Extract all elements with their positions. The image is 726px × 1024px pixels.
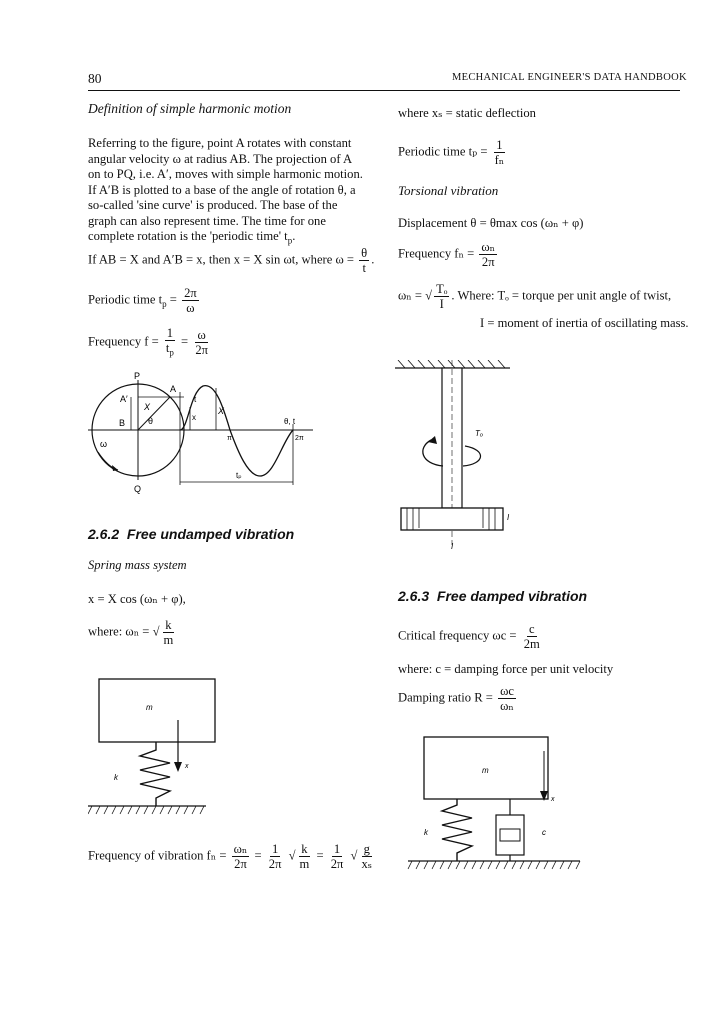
critical-frequency-eq: Critical frequency ωc = $\frac{c}{2m}$: [398, 622, 540, 651]
label-I1: I: [507, 513, 510, 522]
twist-arrow-left: [428, 436, 437, 444]
para-line: so-called 'sine curve' is produced. The base of the: [88, 198, 338, 212]
section-263-heading: 2.6.3 Free damped vibration: [398, 588, 588, 604]
omega-n-torsional: ωₙ = √ $\frac{\text{Tₒ}}{I}$ . Where: Tₒ = torque per unit angle of twist,: [398, 282, 672, 311]
if-equation: If AB = X and A′B = x, then x = X sin ωt, where ω = $\frac{\theta}{t}$ .: [88, 246, 375, 275]
label-m: m: [482, 766, 489, 775]
label-theta-t: θ, t: [284, 417, 296, 426]
para-line: angular velocity ω at radius AB. The projection of A: [88, 151, 353, 166]
sine-curve: [180, 386, 293, 476]
spring: [140, 742, 170, 806]
mass-block: [99, 679, 215, 742]
page-number: 80: [88, 71, 102, 86]
torsional-displacement: Displacement θ = θmax cos (ωₙ + φ): [398, 216, 584, 230]
label-theta: θ: [148, 416, 154, 426]
header-rule: [88, 90, 680, 91]
omega-arrow: [112, 465, 118, 471]
definition-heading: Definition of simple harmonic motion: [88, 101, 292, 116]
torsional-figure: [395, 360, 535, 555]
label-q: Q: [134, 484, 142, 494]
torsional-heading: Torsional vibration: [398, 183, 499, 198]
label-X: X: [144, 402, 151, 412]
sine-curve-figure: [88, 372, 320, 502]
label-tp: tₚ: [236, 471, 242, 480]
label-pi: π: [227, 435, 232, 442]
damped-system-figure: [400, 735, 590, 875]
para-line: graph can also represent time. The time for one: [88, 213, 326, 228]
label-m: m: [146, 703, 153, 712]
damping-ratio-eq: Damping ratio R = $\frac{\omega c}{\text{ωₙ}}$: [398, 684, 514, 713]
damping-force-note: where: c = damping force per unit velocity: [398, 662, 614, 676]
label-2pi: 2π: [295, 435, 304, 442]
moment-of-inertia-note: I = moment of inertia of oscillating mass.: [480, 316, 689, 330]
torsional-frequency: Frequency fₙ = $\frac{\text{ωₙ}}{2\pi}$: [398, 240, 496, 269]
omega-n-eq: where: ωₙ = √ $\frac{k}{m}$: [88, 618, 174, 647]
label-x: x: [185, 763, 189, 770]
label-omega: ω: [100, 439, 108, 449]
label-X2: X: [218, 406, 225, 416]
para-line: on to PQ, i.e. A′, moves with simple harmonic motion.: [88, 167, 363, 181]
frequency-of-vibration-eq: Frequency of vibration fₙ = $\frac{\text{ωₙ}}{2\pi}$ = $\frac{1}{2\pi}$ √ $\frac{k}{m}$ = $\frac{1}{2\pi}$ √ $\frac{g}{\text{xₛ}}$: [88, 842, 372, 871]
x-arrow: [174, 762, 182, 772]
radius-ab: [138, 397, 170, 430]
spring: [442, 799, 472, 861]
definition-paragraph: [88, 136, 378, 249]
label-k: k: [114, 773, 118, 782]
label-x: x: [551, 796, 555, 803]
spring-mass-figure: [88, 668, 268, 828]
section-262-heading: 2.6.2 Free undamped vibration: [88, 526, 295, 542]
label-c: c: [542, 828, 546, 837]
label-a: A: [170, 384, 177, 394]
spring-mass-heading: Spring mass system: [88, 558, 187, 572]
label-k: k: [424, 828, 428, 837]
label-b: B: [119, 418, 126, 428]
disc: [401, 508, 503, 530]
running-title: MECHANICAL ENGINEER'S DATA HANDBOOK: [452, 72, 687, 83]
label-I2: I: [451, 542, 454, 551]
label-x: x: [192, 413, 196, 422]
frequency-eq: Frequency f = $\frac{1}{t_p}$ = $\frac{\omega}{2\pi}$: [88, 326, 208, 358]
label-p: P: [134, 372, 141, 381]
label-To: Tₒ: [475, 429, 484, 438]
static-deflection-note: where xₛ = static deflection: [398, 106, 536, 120]
periodic-time-eq: Periodic time $t_p$ = $\frac{2\pi}{\omega}$: [88, 286, 197, 315]
para-line: Referring to the figure, point A rotates with constant: [88, 136, 352, 150]
label-a1: A′: [120, 394, 128, 404]
periodic-time-right: Periodic time tₚ = $\frac{1}{\text{fₙ}}$: [398, 138, 505, 167]
para-line: complete rotation is the 'periodic time' $t_p$.: [88, 229, 296, 246]
displacement-eq: x = X cos (ωₙ + φ),: [88, 592, 186, 606]
label-t: t: [194, 395, 197, 404]
para-line: If A′B is plotted to a base of the angle of rotation θ, a: [88, 182, 356, 197]
